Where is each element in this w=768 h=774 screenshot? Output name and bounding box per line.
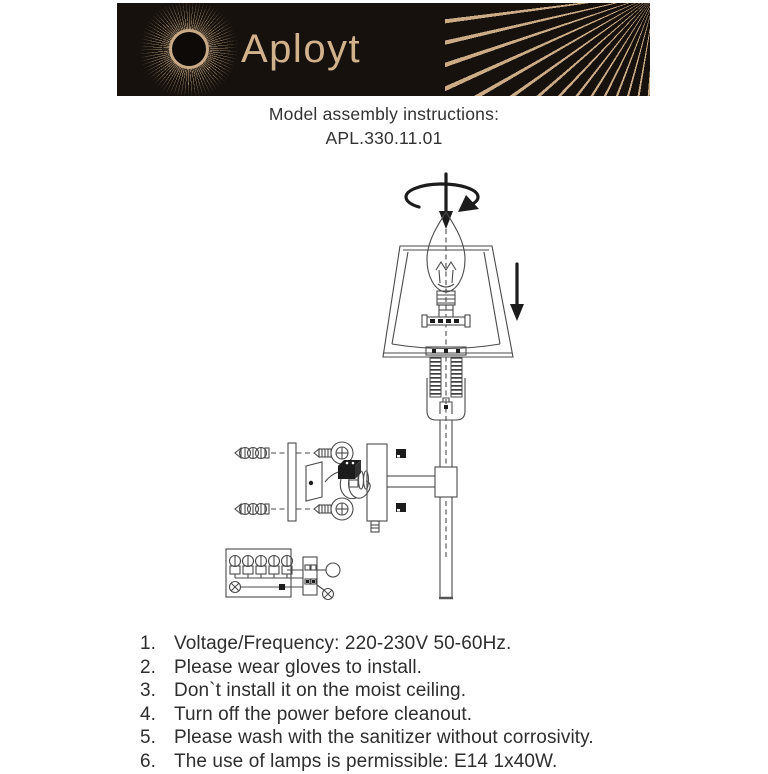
down-arrow [510, 264, 524, 321]
item-text: Don`t install it on the moist ceiling. [174, 680, 680, 701]
lamp-symbol [326, 563, 340, 577]
assembly-title: Model assembly instructions: [0, 103, 768, 127]
item-number: 1. [140, 633, 174, 654]
terminal-screws [230, 556, 293, 579]
instruction-item [140, 680, 680, 704]
item-number: 2. [140, 657, 174, 678]
stem-tube [439, 420, 453, 598]
lampshade [383, 246, 513, 357]
shade-spider [422, 315, 470, 327]
item-text: The use of lamps is permissible: E14 1x40W. [174, 751, 680, 772]
item-number: 6. [140, 751, 174, 772]
brand-name: Aployt [241, 27, 361, 72]
ground-screw-symbol [230, 582, 241, 593]
wall-anchors [235, 448, 269, 515]
item-text: Please wear gloves to install. [174, 657, 680, 678]
instruction-item [140, 727, 680, 751]
connector-block [303, 557, 317, 595]
mounting-strip [288, 443, 296, 521]
junction-plate [306, 462, 322, 501]
item-number: 3. [140, 680, 174, 701]
ground-screw-symbol-2 [323, 589, 334, 600]
joint-block [435, 467, 457, 497]
instruction-item [140, 704, 680, 728]
instruction-list [140, 633, 680, 774]
instruction-item [140, 657, 680, 681]
model-code: APL.330.11.01 [0, 127, 768, 151]
item-text: Voltage/Frequency: 220-230V 50-60Hz. [174, 633, 680, 654]
item-text: Please wash with the sanitizer without corrosivity. [174, 727, 680, 748]
item-text: Turn off the power before cleanout. [174, 704, 680, 725]
item-number: 5. [140, 727, 174, 748]
instruction-item [140, 751, 680, 774]
instruction-item [140, 633, 680, 657]
item-number: 4. [140, 704, 174, 725]
terminal-block-schematic [226, 549, 340, 600]
mounting-arm [386, 476, 436, 487]
rotation-arrow [406, 174, 479, 229]
